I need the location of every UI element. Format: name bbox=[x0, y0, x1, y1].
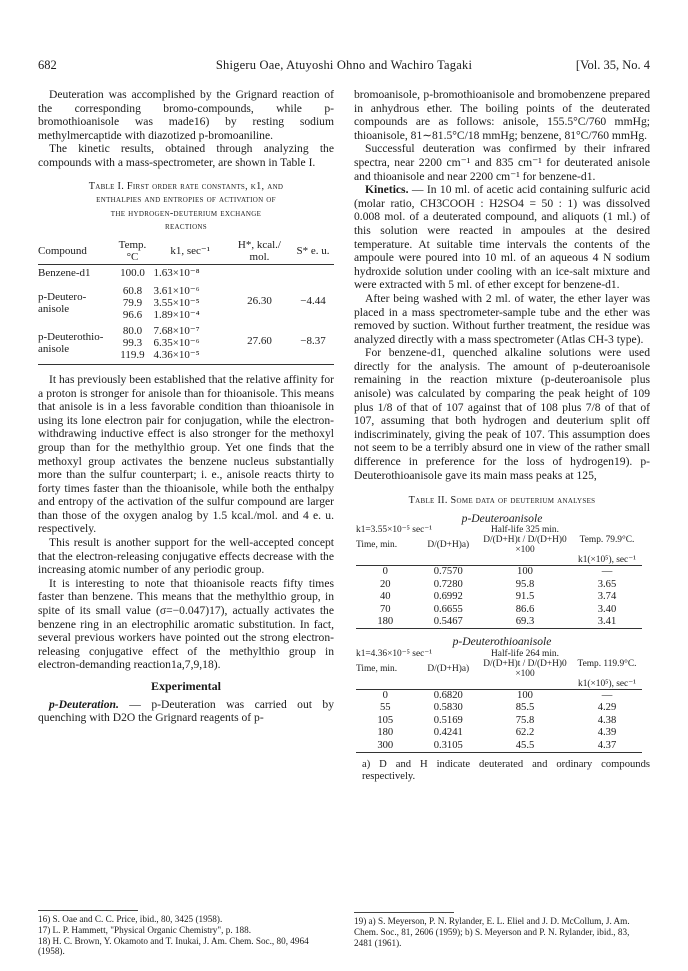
table2-block1-title: p-Deuteroanisole bbox=[461, 511, 543, 525]
paragraph-p-deuteration: p-Deuteration. — p-Deuteration was carried out by quenching with D2O the Grignard reagents of p- bbox=[38, 697, 334, 725]
table-row: 180 0.4241 62.2 4.39 bbox=[377, 727, 617, 739]
table2-block2: k1=4.36×10⁻⁵ sec⁻¹ Half-life 264 min. Temp. 119.9°C. Time, min. D/(D+H)a) D/(D+H)t / D/(D+H)0 ×100 k1(×10⁵), sec⁻¹ 0 0.6820 100 — 55 0.5830 85.5 4.29 105 0.5169 75.8 4.38 180 0.4241 62.2 4.39 300 0.3105 45.5 4.37 bbox=[354, 649, 644, 753]
paragraph-support: This result is another support for the well-accepted concept that the electron-releasing conjugative effects decrease with the increasing atomic number of any periodic group. bbox=[38, 536, 334, 577]
footnote-18: 18) H. C. Brown, Y. Okamoto and T. Inukai, J. Am. Chem. Soc., 80, 4964 (1958). bbox=[38, 935, 309, 957]
paragraph-washing: After being washed with 2 ml. of water, the ether layer was placed in a mass spectrometer-sample tube and the ether was removed by suction. Without further treatment, the residue was analyzed directly with a mass spectrometer (Atlas CH-3 type). bbox=[354, 291, 650, 346]
table1-header-row bbox=[38, 238, 334, 264]
table-row: p-Deutero-anisole 60.8 79.9 96.6 3.61×10⁻⁶ 3.55×10⁻⁵ 1.89×10⁻⁴ 26.30 −4.44 bbox=[38, 284, 326, 321]
table1-head-temp: Temp. °C bbox=[118, 238, 147, 263]
table-row: 105 0.5169 75.8 4.38 bbox=[377, 714, 617, 726]
paragraph-kinetics: Kinetics. — In 10 ml. of acetic acid containing sulfuric acid (molar ratio, CH3COOH : H2SO4 = 50 : 1) was dissolved 0.008 mol. of a deuterated compound, and aliquots (1 ml.) of this solution were reacted in ampoules at the desired temperature. At suitable time intervals the contents of the ampoule were poured into 10 ml. of an aqueous 4 N sodium hydroxide solution under cooling with an ice-salt mixture and were extracted with 5 ml. of ether except for benzene-d1. bbox=[354, 183, 650, 292]
table1-head-compound: Compound bbox=[38, 244, 87, 257]
table-row: p-Deuterothio-anisole 80.0 99.3 119.9 7.68×10⁻⁷ 6.35×10⁻⁶ 4.36×10⁻⁵ 27.60 −8.37 bbox=[38, 324, 326, 361]
right-column bbox=[354, 88, 650, 784]
table1 bbox=[38, 238, 334, 365]
table1-head-h: H*, kcal./ mol. bbox=[237, 238, 281, 263]
table-row: 0 0.6820 100 — bbox=[382, 690, 613, 702]
table-row: 20 0.7280 95.8 3.65 bbox=[379, 578, 617, 590]
paragraph-bromo: bromoanisole, p-bromothioanisole and bromobenzene prepared in anhydrous ether. The boiling points of the deuterated compounds are as follows: anisole, 155.5°C/760 mmHg; thioanisole, 81∼81.5°C/18 mmHg; benzene, 81°C/760 mmHg. bbox=[354, 88, 650, 142]
paragraph-deuteration: Deuteration was accomplished by the Grignard reaction of the corresponding bromo-compounds, while p-bromothioanisole was made16) by resting sodium methylmercaptide with diazotized p-bromoaniline. bbox=[38, 88, 334, 142]
running-authors: Shigeru Oae, Atuyoshi Ohno and Wachiro Tagaki bbox=[215, 58, 473, 72]
table-row: Benzene-d1 100.0 1.63×10⁻⁸ bbox=[38, 266, 200, 279]
paragraph-thioanisole: It is interesting to note that thioanisole reacts fifty times faster than benzene. This means that the methylthio group, in spite of its small value (σ=−0.047)17), actually activates the benzene ring in an electrophilic aromatic substitution. In fact, several previous workers have pointed out the strong electron-releasing conjugative effect of the methylthio group in electron-demanding reaction1a,7,9,18). bbox=[38, 576, 334, 672]
footnote-rule-right bbox=[354, 912, 454, 913]
left-column bbox=[38, 88, 334, 725]
table-row: 55 0.5830 85.5 4.29 bbox=[379, 702, 617, 714]
table2-block1: k1=3.55×10⁻⁵ sec⁻¹ Half-life 325 min. Temp. 79.9°C. Time, min. D/(D+H)a) D/(D+H)t / D/(D+H)0 ×100 k1(×10⁵), sec⁻¹ 0 0.7570 100 — 20 0.7280 95.8 3.65 40 0.6992 91.5 3.74 70 0.6655 86.6 3.40 180 0.5467 69.3 3.41 bbox=[354, 525, 644, 629]
table2-caption: Table II. Some data of deuterium analyses bbox=[408, 495, 596, 507]
running-header bbox=[38, 58, 650, 74]
table-row: 40 0.6992 91.5 3.74 bbox=[379, 591, 617, 603]
footnote-17: 17) L. P. Hammett, "Physical Organic Chemistry", p. 188. bbox=[38, 924, 252, 935]
table-row: 180 0.5467 69.3 3.41 bbox=[377, 616, 617, 628]
table2-block2-title: p-Deuterothioanisole bbox=[452, 635, 552, 649]
paragraph-benzene: For benzene-d1, quenched alkaline solutions were used directly for the analysis. The amount of p-deuteroanisole remaining in the reaction mixture (p-deuteroanisole plus anisole) was calculated by comparing the peak height of 109 plus 1/8 of that of 107 against that of 108 plus 7/8 of that of 107, assuming that both hydrogen and deuterium split off indiscriminately, giving the peak of 107. This assumption does not seem to be a terribly absurd one in view of the rather small difference in preference for the loss of hydrogen19). p-Deuterothioanisole gave its main mass peaks at 125, bbox=[354, 346, 650, 482]
footnote-19: 19) a) S. Meyerson, P. N. Rylander, E. L. Eliel and J. D. McCollum, J. Am. Chem. Soc., 81, 2606 (1959); b) S. Meyerson and P. N. Rylander, ibid., 83, 2481 (1961). bbox=[354, 916, 630, 948]
paragraph-kinetic-results: The kinetic results, obtained through analyzing the compounds with a mass-spectrometer, are shown in Table I. bbox=[38, 142, 334, 169]
footnote-16: 16) S. Oae and C. C. Price, ibid., 80, 3425 (1958). bbox=[38, 914, 223, 924]
paragraph-ir: Successful deuteration was confirmed by their infrared spectra, near 2200 cm⁻¹ and 835 cm⁻¹ for deuterated anisole and thioanisole and near 2200 cm⁻¹ for benzene-d1. bbox=[354, 142, 650, 183]
page-number: 682 bbox=[38, 58, 57, 72]
section-experimental: Experimental bbox=[151, 679, 221, 693]
table1-caption: Table I. First order rate constants, k1, and enthalpies and entropies of activation of the hydrogen-deuterium exchange reactions bbox=[88, 180, 284, 233]
table-row: 0 0.7570 100 — bbox=[382, 566, 613, 578]
paragraph-proton-affinity: It has previously been established that the relative affinity for a proton is stronger for anisole than for thioanisole. This means that anisole is in a less favorable condition than thioanisole in using its lone electron pair for conjugation, while the electron-withdrawing inductive effect is also stronger for the methoxyl group than for the methylthio group. Yet one finds that the methoxyl group activates the benzene nucleus substantially more than the sulfur counterpart; i. e., anisole reacts thirty to forty times faster than the thioanisole, while both the enthalpy and entropy of the activation of the sulfur compound are larger than those of the oxygen analog by 1.5 kcal./mol. and 4 e. u. respectively. bbox=[38, 372, 334, 536]
table2-note: a) D and H indicate deuterated and ordinary compounds respectively. bbox=[362, 759, 650, 783]
volume-label: [Vol. 35, No. 4 bbox=[575, 58, 650, 72]
footnote-rule-left bbox=[38, 910, 138, 911]
table-row: 70 0.6655 86.6 3.40 bbox=[379, 603, 617, 615]
table1-head-s: S* e. u. bbox=[296, 244, 330, 257]
table1-head-k1: k1, sec⁻¹ bbox=[170, 244, 211, 257]
footnotes-left bbox=[38, 914, 334, 957]
table-row: 300 0.3105 45.5 4.37 bbox=[377, 739, 617, 751]
